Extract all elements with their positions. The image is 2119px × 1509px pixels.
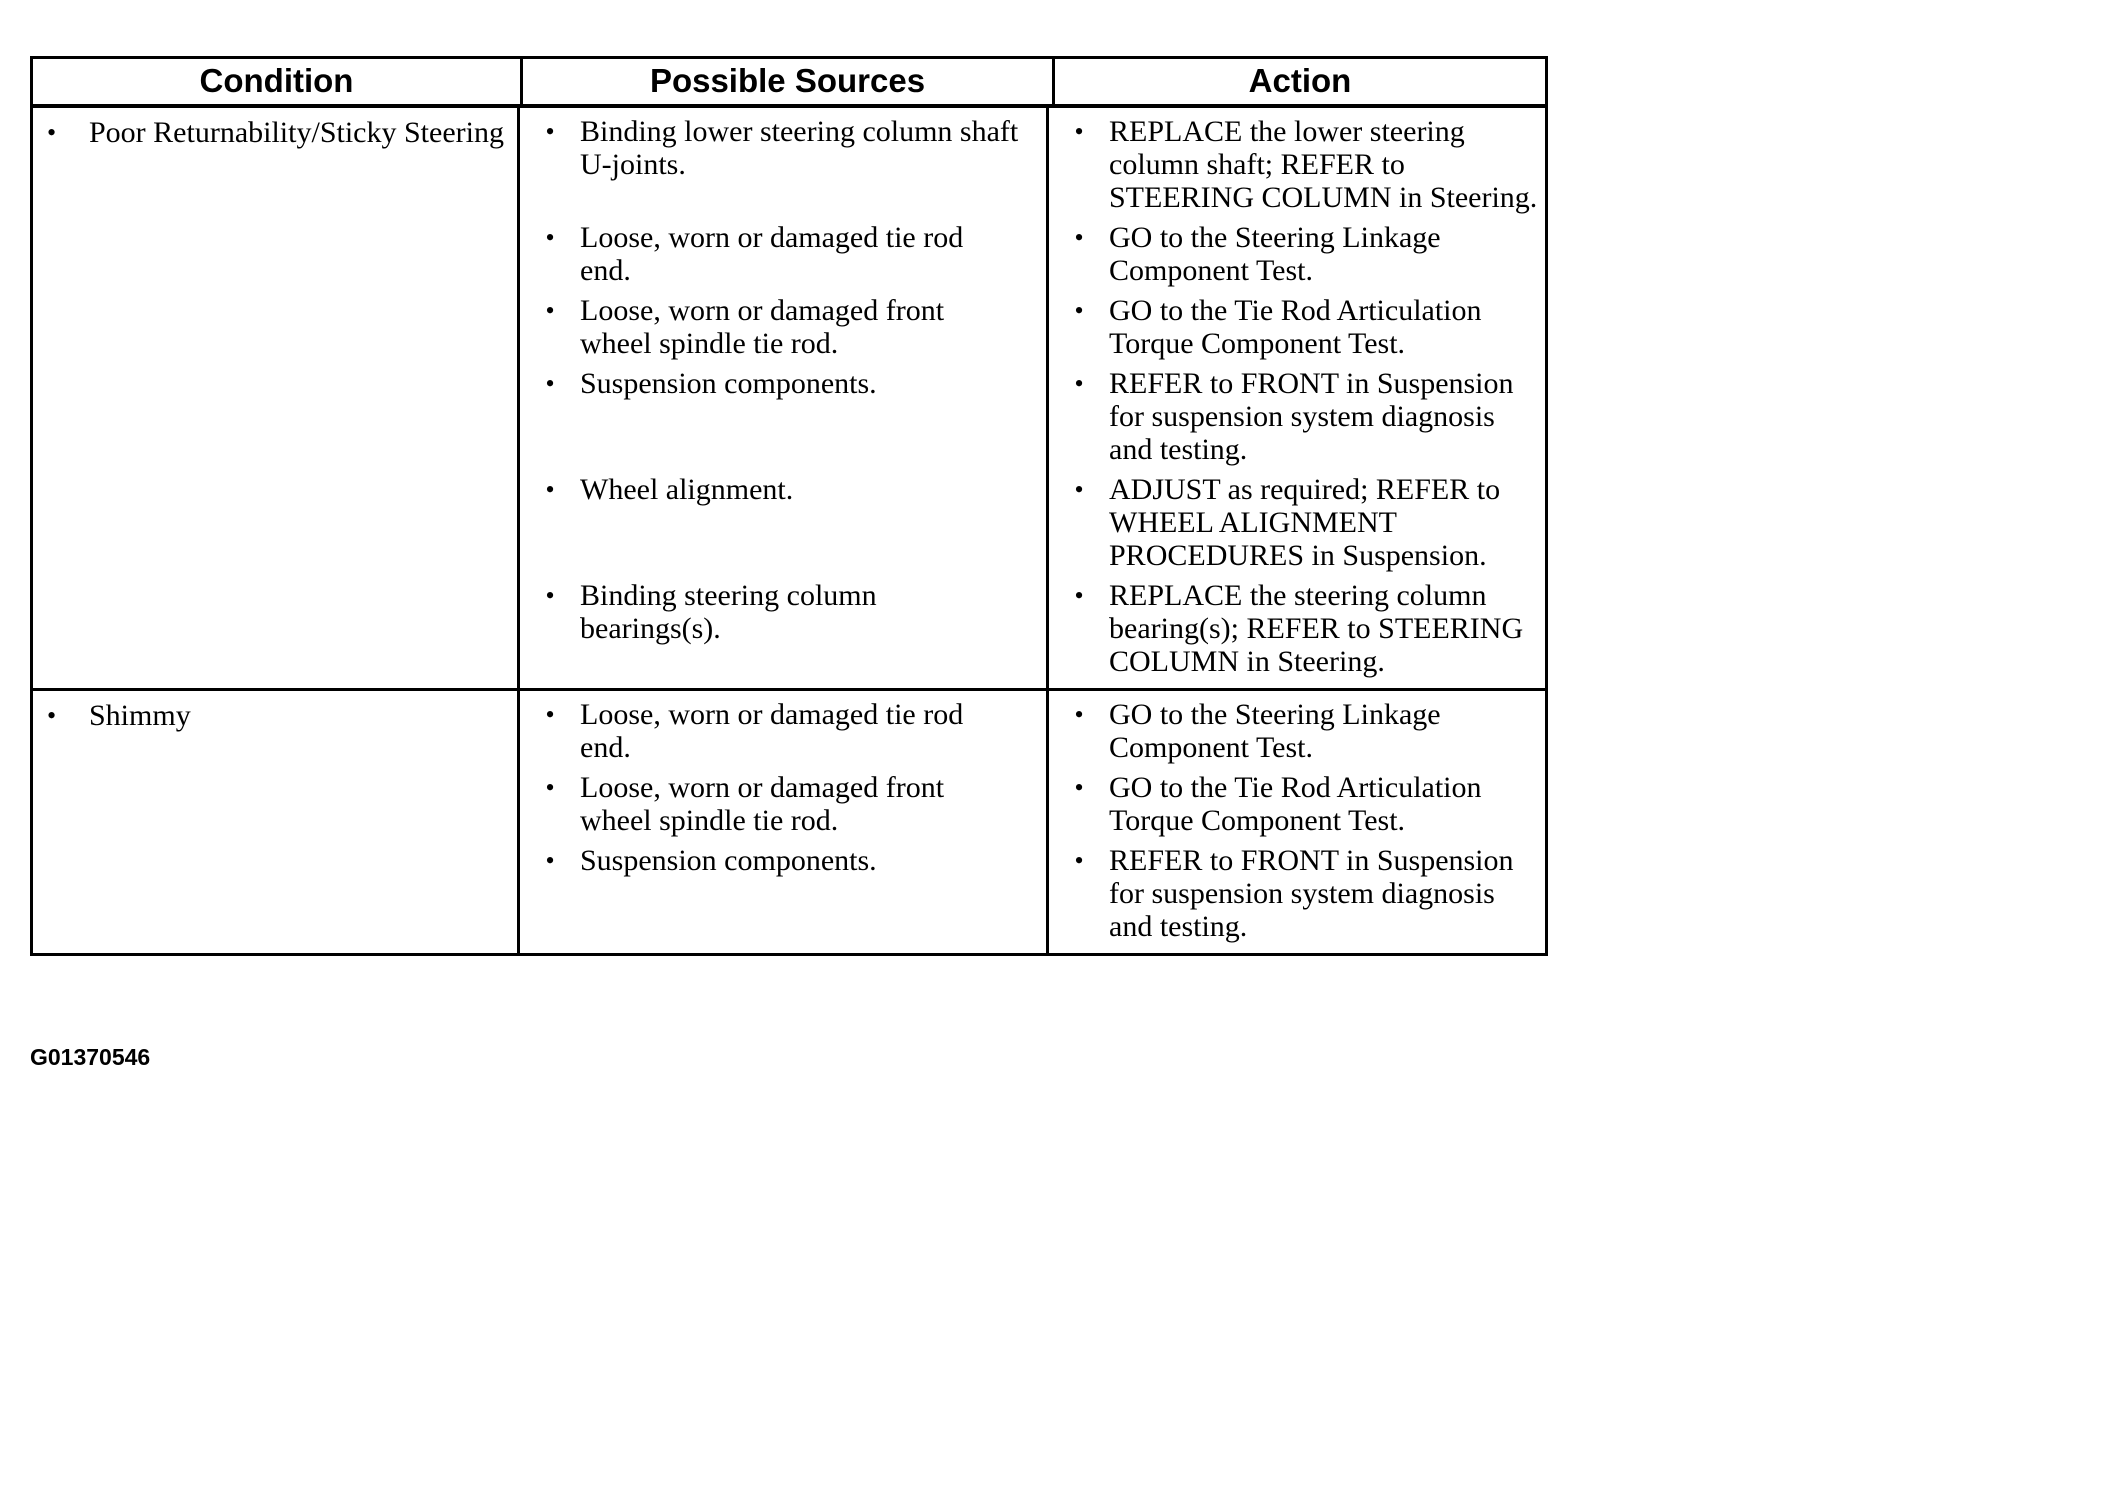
action-cell [1049,287,1545,360]
source-text: Loose, worn or damaged front wheel spindle tie rod. [580,294,945,360]
action-text: REFER to FRONT in Suspension for suspension system diagnosis and testing. [1109,367,1514,466]
condition-cell [33,691,520,953]
source-text: Suspension components. [580,367,877,400]
bullet-icon: • [1074,846,1084,875]
action-cell [1049,764,1545,837]
possible-source-cell [520,214,1049,287]
bullet-icon: • [545,846,555,875]
action-cell [1049,360,1545,466]
bullet-icon: • [545,296,555,325]
action-text: GO to the Steering Linkage Component Test. [1109,221,1441,287]
condition-item [33,699,509,732]
possible-source-cell [520,287,1049,360]
table-header-row [33,59,1545,108]
source-action-pair [520,837,1545,953]
action-cell [1049,837,1545,953]
possible-source-cell [520,108,1049,214]
action-cell [1049,466,1545,572]
diagnosis-table [30,56,1548,956]
source-text: Wheel alignment. [580,473,794,506]
condition-text: Shimmy [89,699,191,732]
action-text: GO to the Tie Rod Articulation Torque Component Test. [1109,294,1482,360]
figure-code: G01370546 [30,1044,151,1070]
source-action-pair [520,108,1545,214]
possible-source-cell [520,691,1049,764]
bullet-icon: • [47,701,57,730]
bullet-icon: • [1074,700,1084,729]
bullet-icon: • [1074,475,1084,504]
action-cell [1049,691,1545,764]
action-text: ADJUST as required; REFER to WHEEL ALIGNMENT PROCEDURES in Suspension. [1109,473,1501,572]
possible-source-cell [520,764,1049,837]
condition-cell [33,108,520,688]
table-row [33,108,1545,688]
bullet-icon: • [545,117,555,146]
action-text: GO to the Steering Linkage Component Test. [1109,698,1441,764]
bullet-icon: • [1074,581,1084,610]
action-text: REPLACE the steering column bearing(s); REFER to STEERING COLUMN in Steering. [1109,579,1524,678]
bullet-icon: • [1074,369,1084,398]
bullet-icon: • [1074,296,1084,325]
source-action-pair [520,214,1545,287]
action-text: REPLACE the lower steering column shaft; REFER to STEERING COLUMN in Steering. [1109,115,1538,214]
source-text: Binding lower steering column shaft U-joints. [580,115,1019,181]
table-header-possible-sources: Possible Sources [523,59,1055,104]
table-row [33,688,1545,953]
bullet-icon: • [1074,773,1084,802]
bullet-icon: • [545,773,555,802]
table-header-action: Action [1248,62,1352,99]
action-text: REFER to FRONT in Suspension for suspension system diagnosis and testing. [1109,844,1514,943]
source-action-pair [520,360,1545,466]
possible-source-cell [520,572,1049,688]
action-cell [1049,572,1545,688]
table-header-condition: Condition [33,59,523,104]
possible-source-cell [520,837,1049,953]
action-cell [1049,214,1545,287]
source-text: Loose, worn or damaged tie rod end. [580,698,964,764]
source-action-pair [520,287,1545,360]
source-text: Loose, worn or damaged tie rod end. [580,221,964,287]
bullet-icon: • [545,475,555,504]
source-action-pairs [520,691,1545,953]
bullet-icon: • [47,118,57,147]
bullet-icon: • [1074,117,1084,146]
source-action-pairs [520,108,1545,688]
source-text: Suspension components. [580,844,877,877]
bullet-icon: • [545,223,555,252]
possible-source-cell [520,360,1049,466]
action-text: GO to the Tie Rod Articulation Torque Component Test. [1109,771,1482,837]
bullet-icon: • [545,581,555,610]
source-action-pair [520,572,1545,688]
action-cell [1049,108,1545,214]
source-action-pair [520,466,1545,572]
source-text: Loose, worn or damaged front wheel spindle tie rod. [580,771,945,837]
source-action-pair [520,764,1545,837]
source-text: Binding steering column bearings(s). [580,579,877,645]
bullet-icon: • [545,700,555,729]
condition-text: Poor Returnability/Sticky Steering [89,116,504,149]
source-action-pair [520,691,1545,764]
bullet-icon: • [545,369,555,398]
possible-source-cell [520,466,1049,572]
bullet-icon: • [1074,223,1084,252]
condition-item [33,116,509,149]
